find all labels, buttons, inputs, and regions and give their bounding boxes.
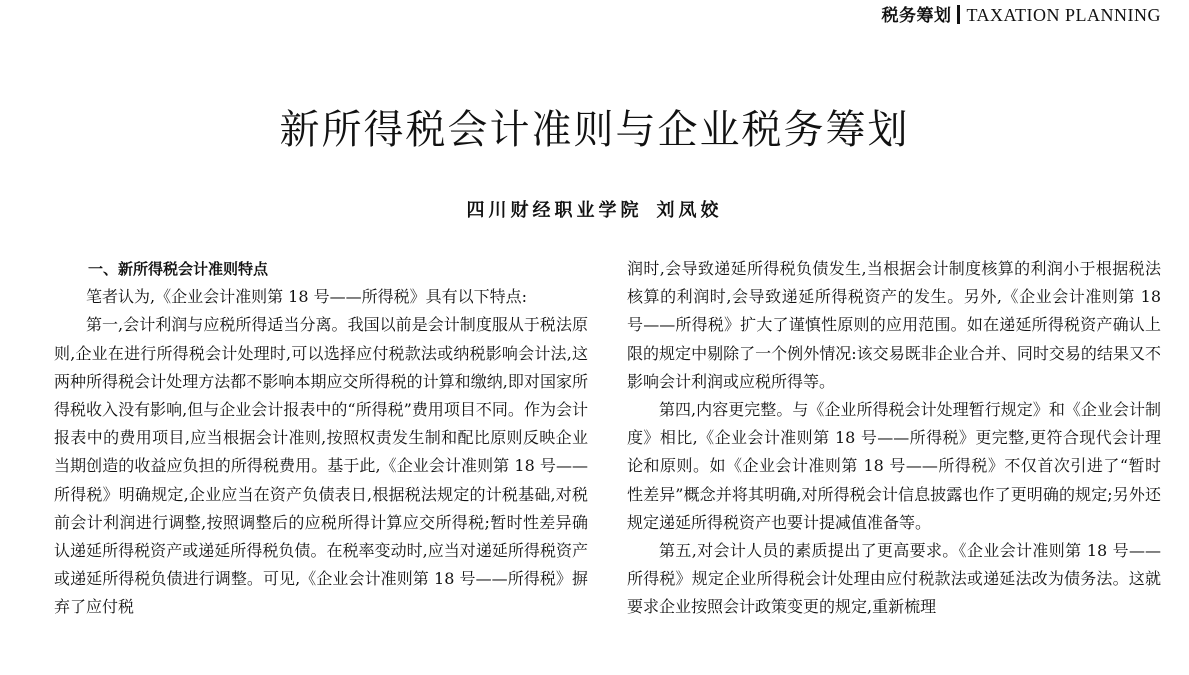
body-paragraph: 第五,对会计人员的素质提出了更高要求。《企业会计准则第 18 号——所得税》规定企业所得税会计处理由应付税款法或递延法改为债务法。这就要求企业按照会计政策变更的规定,重新梳理 [627,541,1161,617]
running-header [881,4,1161,27]
running-header-divider [957,5,960,24]
running-header-section-cn: 税务筹划 [881,6,952,26]
body-paragraph: 笔者认为,《企业会计准则第 18 号——所得税》具有以下特点: [86,287,528,307]
body-paragraph-continued: 润时,会导致递延所得税负债发生,当根据会计制度核算的利润小于根据税法核算的利润时,会导致递延所得税资产的发生。另外,《企业会计准则第 18 号——所得税》扩大了谨慎性原则的应用范围。如在递延所得税资产确认上限的规定中剔除了一个例外情况:该交易既非企业合并、同时交易的结果又不影响会计利润或应税所得等。 [627,259,1161,391]
body-paragraph: 第一,会计利润与应税所得适当分离。我国以前是会计制度服从于税法原则,企业在进行所得税会计处理时,可以选择应付税款法或纳税影响会计法,这两种所得税会计处理方法都不影响本期应交所得税的计算和缴纳,即对国家所得税收入没有影响,但与企业会计报表中的“所得税”费用项目不同。作为会计报表中的费用项目,应当根据会计准则,按照权责发生制和配比原则反映企业当期创造的收益应负担的所得税费用。基于此,《企业会计准则第 18 号——所得税》明确规定,企业应当在资产负债表日,根据税法规定的计税基础,对税前会计利润进行调整,按照调整后的应税所得计算应交所得税;暂时性差异确认递延所得税资产或递延所得税负债。在税率变动时,应当对递延所得税资产或递延所得税负债进行调整。可见,《企业会计准则第 18 号——所得税》摒弃了应付税 [54,315,588,617]
running-header-section-en: TAXATION PLANNING [966,5,1161,25]
article-title: 新所得税会计准则与企业税务筹划 [279,107,910,153]
section-heading: 一、新所得税会计准则特点 [88,260,269,278]
author-name: 刘凤姣 [656,200,723,221]
author-affiliation: 四川财经职业学院 [466,200,643,221]
article-byline [0,198,1189,224]
left-column [54,255,588,622]
right-column [627,255,1161,622]
body-paragraph: 第四,内容更完整。与《企业所得税会计处理暂行规定》和《企业会计制度》相比,《企业会计准则第 18 号——所得税》更完整,更符合现代会计理论和原则。如《企业会计准则第 18 号——所得税》不仅首次引进了“暂时性差异”概念并将其明确,对所得税会计信息披露也作了更明确的规定;另外还规定递延所得税资产也要计提减值准备等。 [627,400,1161,532]
